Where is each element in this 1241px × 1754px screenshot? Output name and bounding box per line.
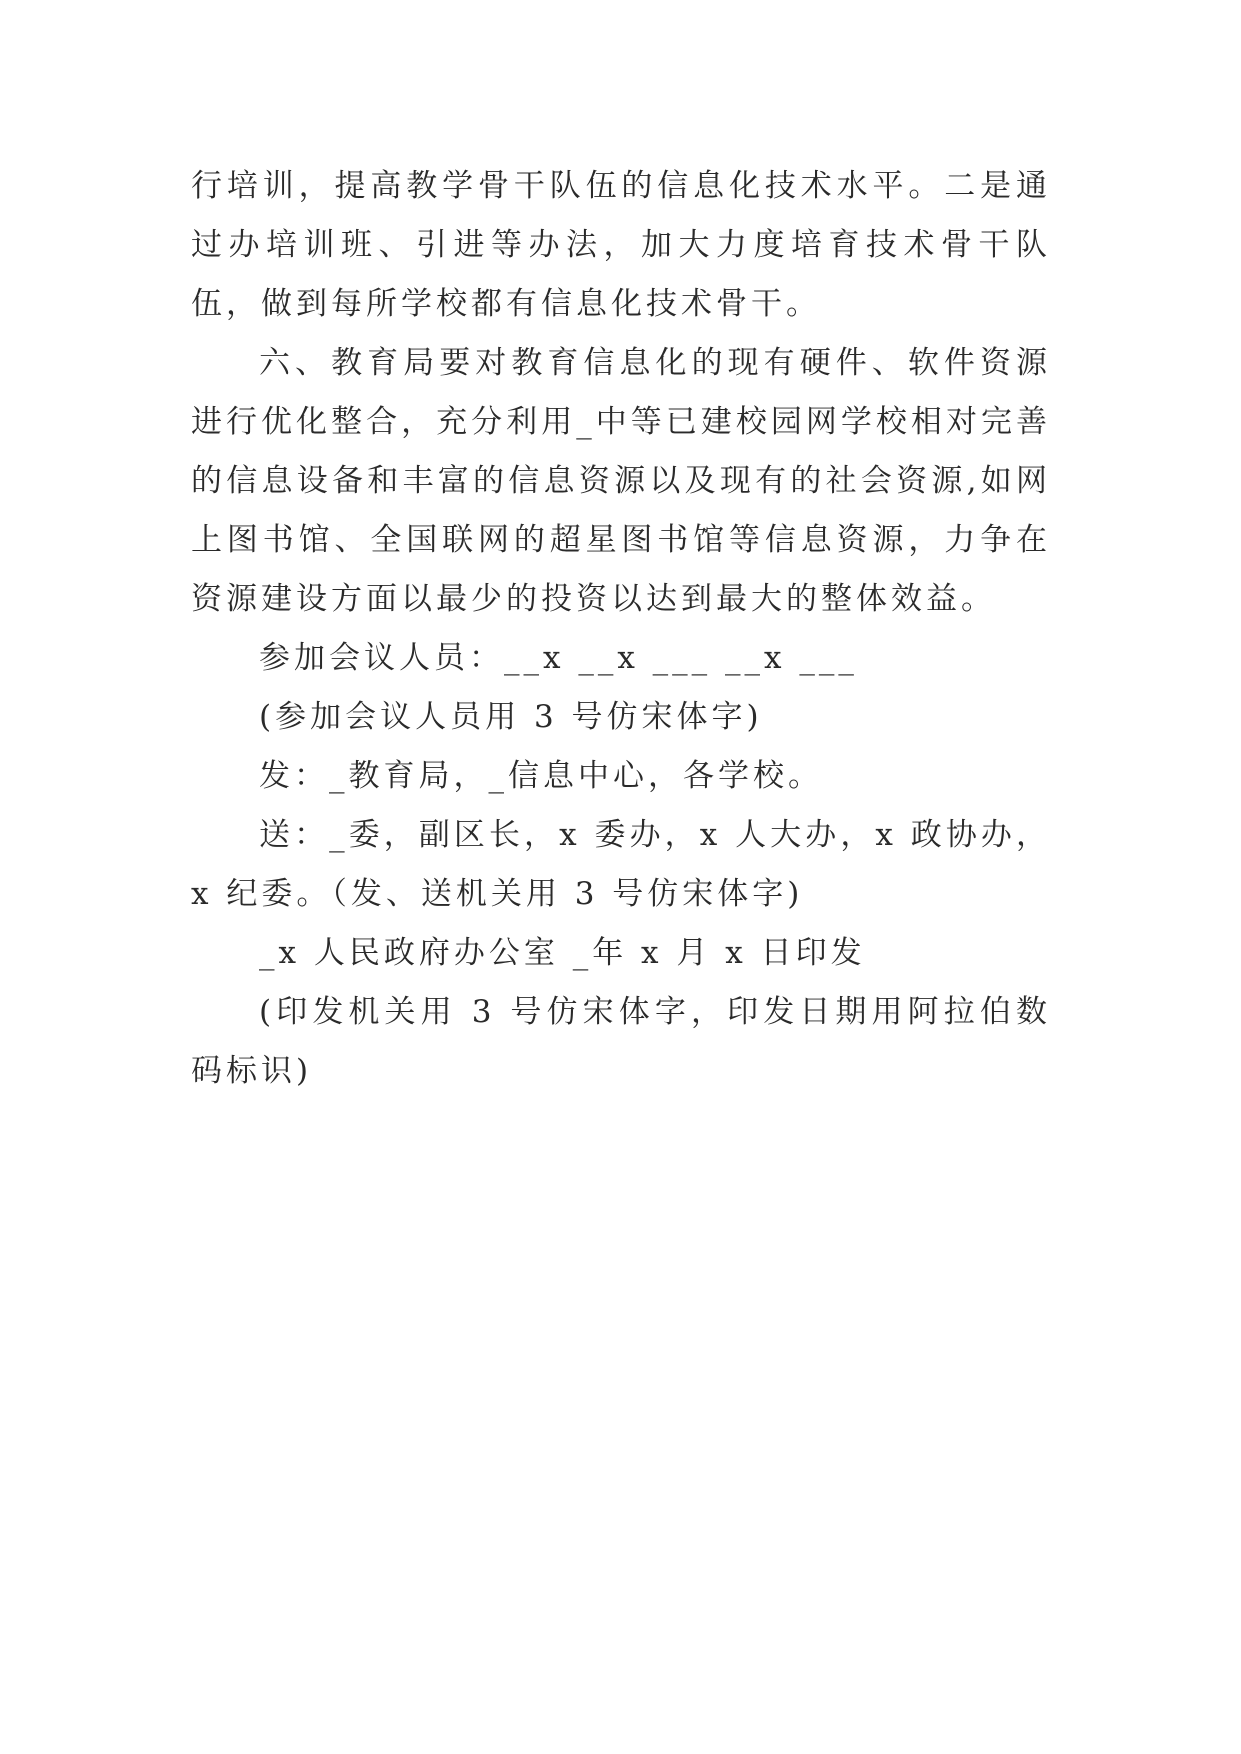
paragraph-training: 行培训，提高教学骨干队伍的信息化技术水平。二是通过办培训班、引进等办法，加大力度培育技术骨干队伍，做到每所学校都有信息化技术骨干。 [191,168,1051,322]
issuing-font-note: (印发机关用 3 号仿宋体字，印发日期用阿拉伯数码标识) [191,994,1051,1089]
meeting-attendees: 参加会议人员：__x __x ___ __x ___ [259,640,858,676]
attendees-font-note: (参加会议人员用 3 号仿宋体字) [259,699,763,735]
copy-to: 送：_委，副区长，x 委办，x 人大办，x 政协办，x 纪委。（发、送机关用 3 号仿宋体字) [191,817,1051,912]
issuing-office-date: _x 人民政府办公室 _年 x 月 x 日印发 [259,935,866,971]
distribution-to: 发：_教育局，_信息中心，各学校。 [259,758,823,794]
document-body [191,157,1051,1101]
paragraph-resource-integration: 六、教育局要对教育信息化的现有硬件、软件资源进行优化整合，充分利用_中等已建校园网学校相对完善的信息设备和丰富的信息资源以及现有的社会资源,如网上图书馆、全国联网的超星图书馆等信息资源，力争在资源建设方面以最少的投资以达到最大的整体效益。 [191,345,1051,617]
